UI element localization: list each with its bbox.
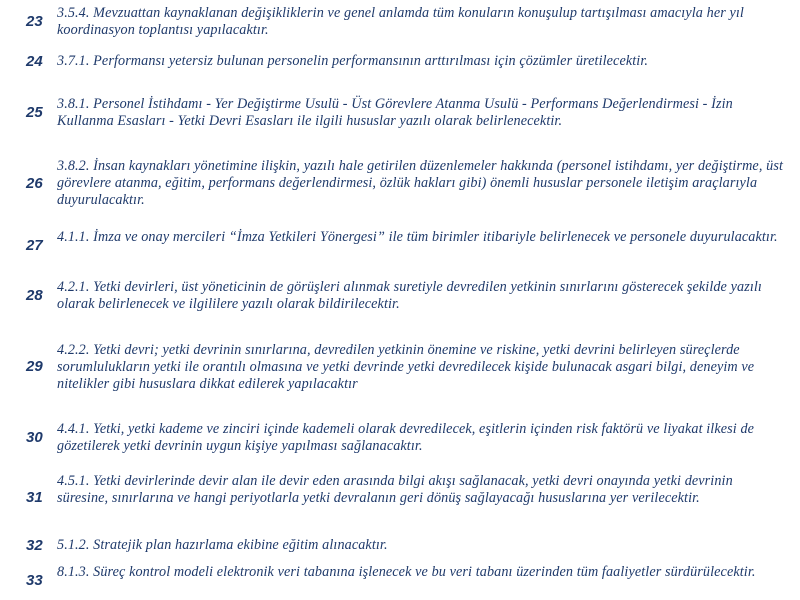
item-text: 3.7.1. Performansı yetersiz bulunan personelin performansının arttırılması için çözümler üretilecektir.: [57, 53, 649, 69]
item-number: 31: [26, 489, 43, 506]
item-text: 4.4.1. Yetki, yetki kademe ve zinciri içinde kademeli olarak devredilecek, eşitlerin içinden risk faktörü ve liyakat ilkesi de gözetilerek yetki devrinin uygun kişiye yapılması sağlanacaktır.: [57, 421, 755, 454]
item-number: 32: [26, 537, 43, 554]
item-text: 3.8.1. Personel İstihdamı - Yer Değiştirme Usulü - Üst Görevlere Atanma Usulü - Performans Değerlendirmesi - İzin Kullanma Esasları - Yetki Devri Esasları ile ilgili hususlar yazılı olarak belirlenecektir.: [57, 96, 733, 129]
item-number: 26: [26, 175, 43, 192]
item-text: 4.2.2. Yetki devri; yetki devrinin sınırlarına, devredilen yetkinin önemine ve riskine, yetki devrini belirleyen süreçlerde sorumlulukların yetki ile orantılı olmasına ve yetki devrinde yetki devredilecek kişide bulunacak asgari bilgi, deneyim ve nitelikler gibi hususlara dikkat edilerek yapılacaktır: [57, 342, 755, 392]
item-number: 30: [26, 429, 43, 446]
item-text: 3.8.2. İnsan kaynakları yönetimine ilişkin, yazılı hale getirilen düzenlemeler hakkında (personel istihdamı, yer değiştirme, üst görevlere atanma, eğitim, performans değerlendirmesi, özlük hakları gibi) önemli hususlar personele iletişim araçlarıyla duyurulacaktır.: [57, 158, 783, 208]
item-text: 3.5.4. Mevzuattan kaynaklanan değişikliklerin ve genel anlamda tüm konuların konuşulup tartışılması amacıyla her yıl koordinasyon toplantısı yapılacaktır.: [57, 5, 744, 38]
item-text: 5.1.2. Stratejik plan hazırlama ekibine eğitim alınacaktır.: [57, 537, 388, 553]
item-text: 4.5.1. Yetki devirlerinde devir alan ile devir eden arasında bilgi akışı sağlanacak, yetki devri onayında yetki devrinin süresine, sınırlarına ve hangi periyotlarla yetki devralanın geri dönüş sağlayacağı hususlarına yer verilecektir.: [57, 473, 733, 506]
item-text: 8.1.3. Süreç kontrol modeli elektronik veri tabanına işlenecek ve bu veri tabanı üzerinden tüm faaliyetler sürdürülecektir.: [57, 564, 756, 580]
item-number: 27: [26, 237, 43, 254]
item-text: 4.2.1. Yetki devirleri, üst yöneticinin de görüşleri alınmak suretiyle devredilen yetkinin sınırlarını gösterecek şekilde yazılı olarak belirlenecek ve ilgililere yazılı olarak bildirilecektir.: [57, 279, 762, 312]
item-number: 23: [26, 13, 43, 30]
item-number: 29: [26, 358, 43, 375]
item-number: 33: [26, 572, 43, 589]
item-text: 4.1.1. İmza ve onay mercileri “İmza Yetkileri Yönergesi” ile tüm birimler itibariyle belirlenecek ve personele duyurulacaktır.: [57, 229, 778, 245]
item-number: 24: [26, 53, 43, 70]
item-number: 28: [26, 287, 43, 304]
item-number: 25: [26, 104, 43, 121]
